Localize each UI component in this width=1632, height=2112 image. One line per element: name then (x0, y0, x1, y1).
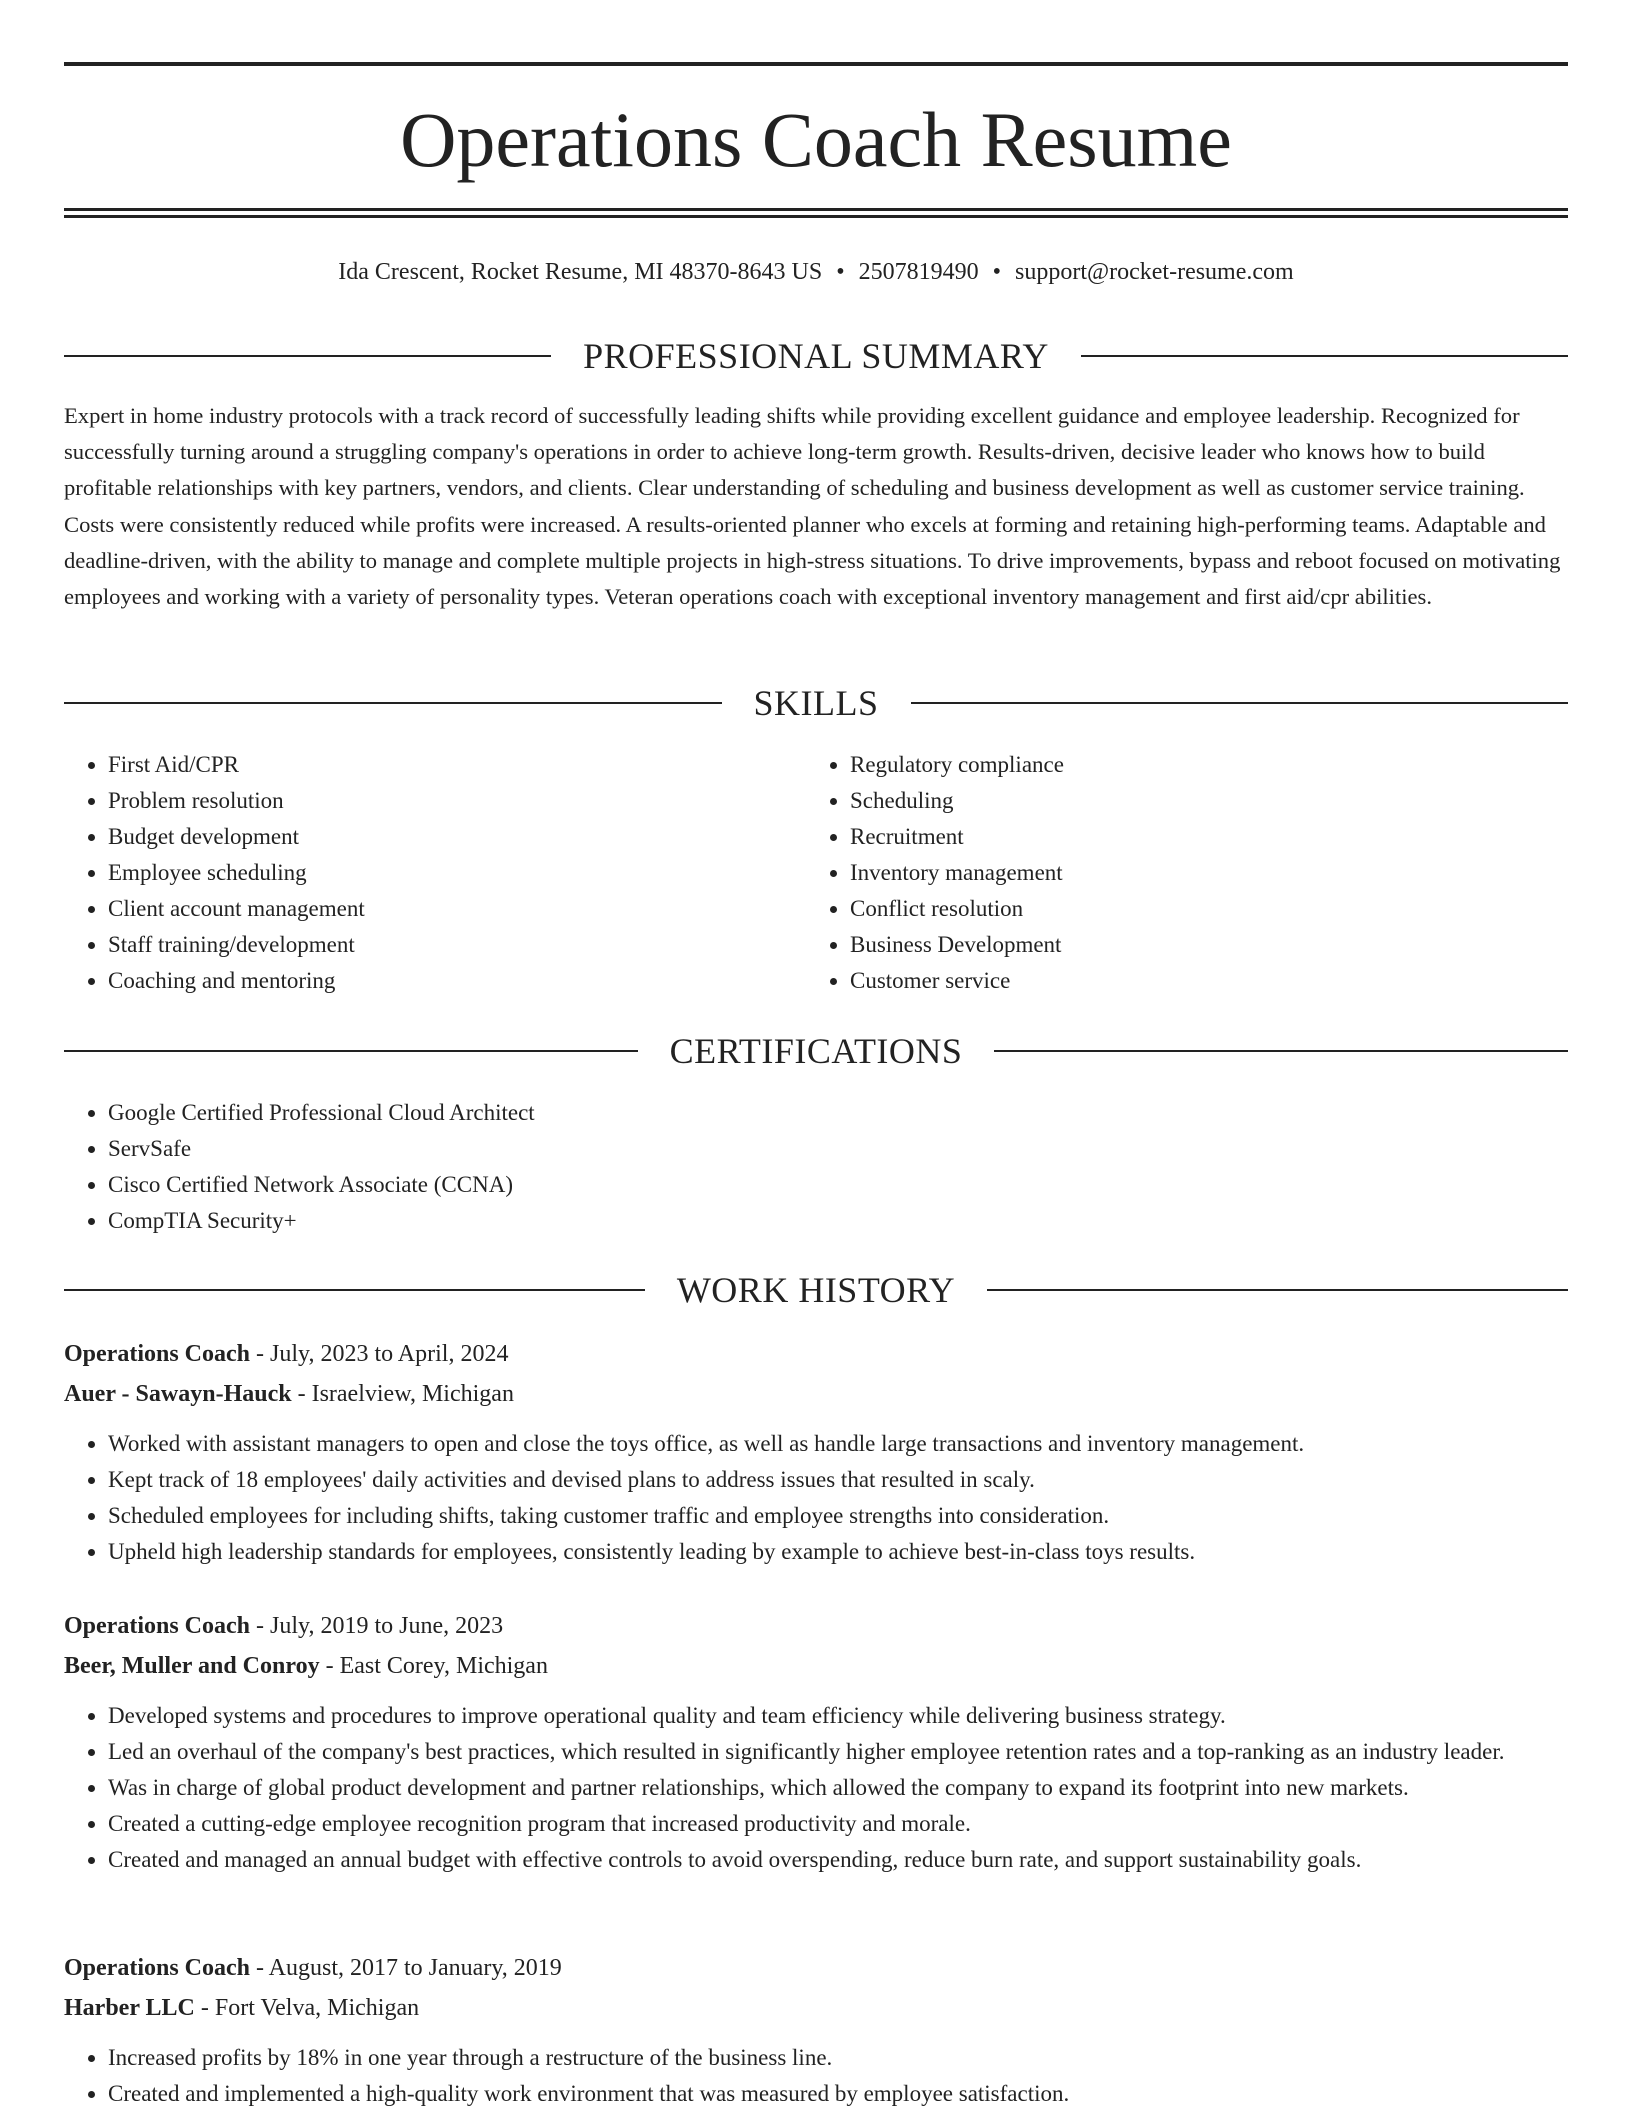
list-item: • Was in charge of global product development and partner relationships, which allowed the company to expand its footprint into new markets. (108, 1770, 1568, 1806)
dash: - (250, 1341, 270, 1367)
job-dates: August, 2017 to January, 2019 (268, 1955, 562, 1981)
certifications-list (64, 1095, 1568, 1239)
skills-left-column (64, 747, 804, 999)
job-location: Israelview, Michigan (311, 1381, 514, 1407)
list-item: • Created a cutting-edge employee recognition program that increased productivity and morale. (108, 1806, 1568, 1842)
heading-rule (64, 1050, 638, 1052)
list-item: • Kept track of 18 employees' daily activities and devised plans to address issues that resulted in scaly. (108, 1462, 1568, 1498)
list-item: • Inventory management (850, 855, 1566, 891)
heading-rule (64, 1289, 645, 1291)
list-item: • Customer service (850, 963, 1566, 999)
section-title: PROFESSIONAL SUMMARY (583, 336, 1049, 376)
job-title: Operations Coach (64, 1341, 250, 1367)
top-rule (64, 62, 1568, 66)
contact-line (64, 254, 1568, 290)
skills-list (64, 747, 804, 999)
separator: • (992, 259, 1002, 285)
phone: 2507819490 (858, 259, 979, 285)
job-entry (64, 1606, 1568, 1878)
job-title-line (64, 1948, 1568, 1988)
job-company-line (64, 1646, 1568, 1686)
list-item: • Scheduled employees for including shifts, taking customer traffic and employee strengths into consideration. (108, 1498, 1568, 1534)
list-item: • Problem resolution (108, 783, 804, 819)
dash: - (194, 1995, 215, 2021)
list-item: • Coaching and mentoring (108, 963, 804, 999)
heading-rule (1081, 355, 1568, 357)
dash: - (319, 1653, 340, 1679)
job-dates: July, 2019 to June, 2023 (270, 1613, 504, 1639)
job-company: Beer, Muller and Conroy (64, 1653, 320, 1679)
list-item: • CompTIA Security+ (108, 1203, 1568, 1239)
list-item: • Conflict resolution (850, 891, 1566, 927)
dash: - (291, 1381, 312, 1407)
separator: • (836, 259, 845, 285)
list-item: • Business Development (850, 927, 1566, 963)
list-item: • Client account management (108, 891, 804, 927)
page-title: Operations Coach Resume (400, 96, 1232, 183)
heading-rule (994, 1050, 1568, 1052)
list-item: • Cisco Certified Network Associate (CCNA) (108, 1167, 1568, 1203)
list-item: • Budget development (108, 819, 804, 855)
list-item: • Developed systems and procedures to improve operational quality and team efficiency while delivering business strategy. (108, 1698, 1568, 1734)
job-location: Fort Velva, Michigan (214, 1995, 420, 2021)
job-title: Operations Coach (64, 1613, 250, 1639)
title-rule-lower (64, 215, 1568, 218)
list-item: • Worked with assistant managers to open and close the toys office, as well as handle large transactions and inventory management. (108, 1426, 1568, 1462)
skills-list (806, 747, 1566, 999)
list-item: • ServSafe (108, 1131, 1568, 1167)
title-rule-upper (64, 208, 1568, 211)
list-item: • Upheld high leadership standards for employees, consistently leading by example to achieve best-in-class toys results. (108, 1534, 1568, 1570)
job-company: Auer - Sawayn-Hauck (64, 1381, 292, 1407)
job-entry (64, 1948, 1568, 2112)
certifications-block (64, 1095, 1568, 1239)
list-item: • Created and implemented a high-quality work environment that was measured by employee satisfaction. (108, 2076, 1568, 2112)
heading-rule (987, 1289, 1568, 1291)
heading-rule (64, 355, 551, 357)
skills-right-column (806, 747, 1566, 999)
heading-rule (64, 702, 722, 704)
dash: - (250, 1613, 270, 1639)
job-bullets (64, 1426, 1568, 1570)
job-bullets (64, 2040, 1568, 2112)
dash: - (250, 1955, 269, 1981)
job-bullets (64, 1698, 1568, 1878)
summary-text: Expert in home industry protocols with a track record of successfully leading shifts while providing excellent guidance and employee leadership. Recognized for successfully turning around a struggling company's operations in order to achieve long-term growth. Results-driven, decisive leader who knows how to build profitable relationships with key partners, vendors, and clients. Clear understanding of scheduling and business development as well as customer service training. Costs were consistently reduced while profits were increased. A results-oriented planner who excels at forming and retaining high-performing teams. Adaptable and deadline-driven, with the ability to manage and complete multiple projects in high-stress situations. To drive improvements, bypass and reboot focused on motivating employees and working with a variety of personality types. Veteran operations coach with exceptional inventory management and first aid/cpr abilities. (64, 403, 1561, 610)
heading-rule (911, 702, 1569, 704)
section-title: CERTIFICATIONS (669, 1031, 963, 1071)
job-company-line (64, 1988, 1568, 2028)
section-title: WORK HISTORY (676, 1270, 956, 1310)
job-title-line (64, 1606, 1568, 1646)
section-heading-summary (64, 334, 1568, 378)
list-item: • Increased profits by 18% in one year through a restructure of the business line. (108, 2040, 1568, 2076)
job-company: Harber LLC (64, 1995, 195, 2021)
address: Ida Crescent, Rocket Resume, MI 48370-8643 US (338, 259, 823, 285)
job-location: East Corey, Michigan (339, 1653, 548, 1679)
section-title: SKILLS (753, 683, 879, 723)
list-item: • Staff training/development (108, 927, 804, 963)
list-item: • Led an overhaul of the company's best practices, which resulted in significantly higher employee retention rates and a top-ranking as an industry leader. (108, 1734, 1568, 1770)
list-item: • Regulatory compliance (850, 747, 1566, 783)
section-heading-certifications (64, 1029, 1568, 1073)
list-item: • Employee scheduling (108, 855, 804, 891)
section-heading-work-history (64, 1268, 1568, 1312)
email: support@rocket-resume.com (1015, 259, 1294, 285)
list-item: • Recruitment (850, 819, 1566, 855)
section-heading-skills (64, 681, 1568, 725)
list-item: • Scheduling (850, 783, 1566, 819)
list-item: • Google Certified Professional Cloud Architect (108, 1095, 1568, 1131)
job-dates: July, 2023 to April, 2024 (270, 1341, 509, 1367)
job-title-line (64, 1334, 1568, 1374)
job-company-line (64, 1374, 1568, 1414)
list-item: • Created and managed an annual budget with effective controls to avoid overspending, reduce burn rate, and support sustainability goals. (108, 1842, 1568, 1878)
job-title: Operations Coach (64, 1955, 250, 1981)
list-item: • First Aid/CPR (108, 747, 804, 783)
job-entry (64, 1334, 1568, 1570)
